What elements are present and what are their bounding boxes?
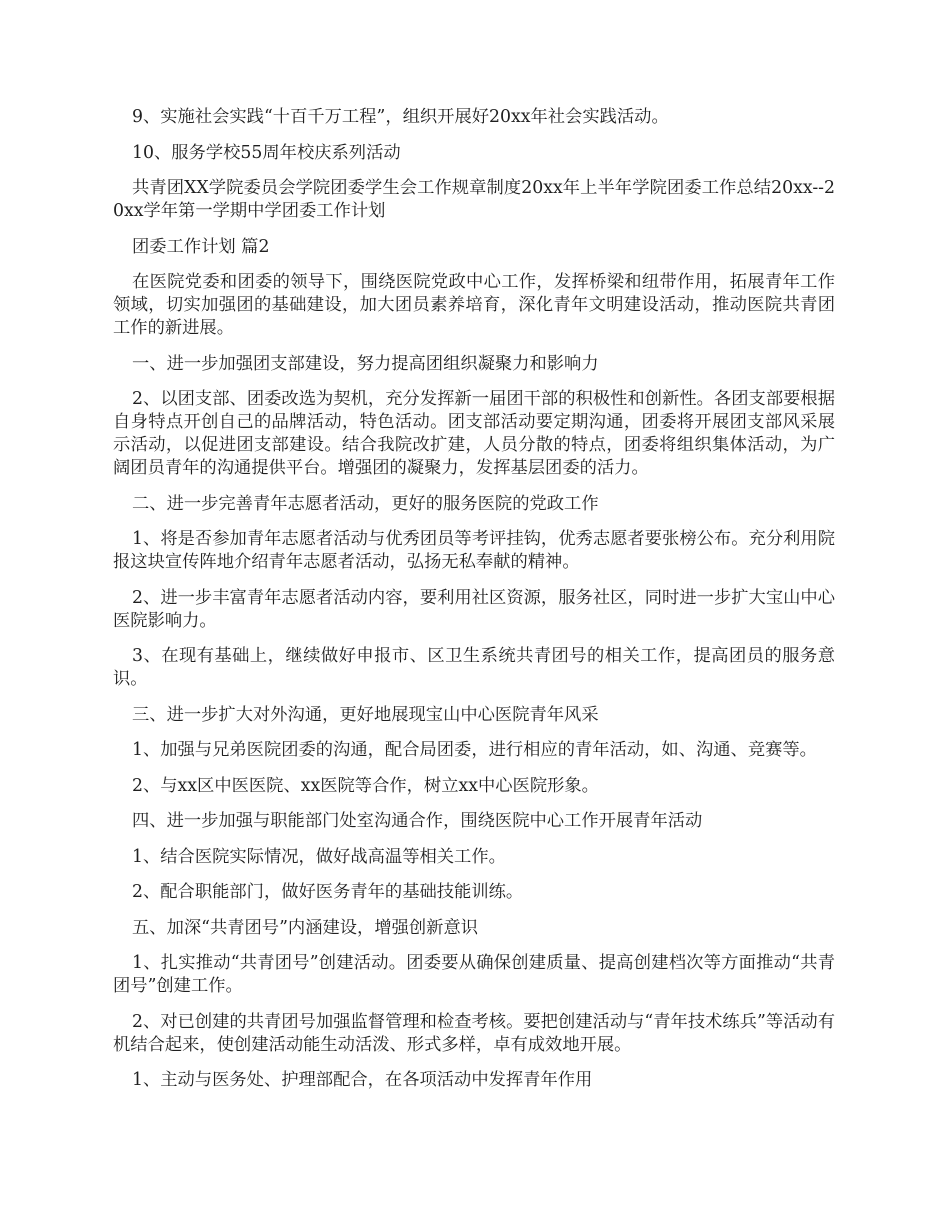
heading-part-1: 一、进一步加强团支部建设，努力提高团组织凝聚力和影响力 [132,353,599,374]
heading-part-3: 三、进一步扩大对外沟通，更好地展现宝山中心医院青年风采 [132,704,599,725]
paragraph-part-5-item-2: 2、对已创建的共青团号加强监督管理和检查考核。要把创建活动与“青年技术练兵”等活动有机结合起来，使创建活动能生动活泼、形式多样，卓有成效地开展。 [113,1011,835,1055]
paragraph-anniversary: 10、服务学校55周年校庆系列活动 [132,142,401,163]
paragraph-part-2-item-1: 1、将是否参加青年志愿者活动与优秀团员等考评挂钩，优秀志愿者要张榜公布。充分利用院报这块宣传阵地介绍青年志愿者活动，弘扬无私奉献的精神。 [113,529,835,572]
paragraph-related-links: 共青团XX学院委员会学院团委学生会工作规章制度20xx年上半年学院团委工作总结20xx--20xx学年第一学期中学团委工作计划 [113,178,835,221]
paragraph-part-5-item-1: 1、扎实推动“共青团号”创建活动。团委要从确保创建质量、提高创建档次等方面推动“共青团号”创建工作。 [113,953,835,996]
section-heading-plan-2: 团委工作计划 篇2 [132,236,270,257]
paragraph-part-3-item-2: 2、与xx区中医医院、xx医院等合作，树立xx中心医院形象。 [132,775,599,796]
heading-part-5: 五、加深“共青团号”内涵建设，增强创新意识 [132,917,479,938]
heading-part-2: 二、进一步完善青年志愿者活动，更好的服务医院的党政工作 [132,493,599,514]
paragraph-part-4-item-2: 2、配合职能部门，做好医务青年的基础技能训练。 [132,882,524,902]
paragraph-part-4-item-1: 1、结合医院实际情况，做好战高温等相关工作。 [132,846,506,867]
paragraph-part-6-item-1: 1、主动与医务处、护理部配合，在各项活动中发挥青年作用 [132,1070,593,1090]
document-body [113,106,835,1105]
paragraph-part-2-item-2: 2、进一步丰富青年志愿者活动内容，要利用社区资源，服务社区，同时进一步扩大宝山中心医院影响力。 [113,587,835,631]
paragraph-part-2-item-3: 3、在现有基础上，继续做好申报市、区卫生系统共青团号的相关工作，提高团员的服务意识。 [113,646,835,689]
paragraph-part-1-item-2: 2、以团支部、团委改选为契机，充分发挥新一届团干部的积极性和创新性。各团支部要根据自身特点开创自己的品牌活动，特色活动。团支部活动要定期沟通，团委将开展团支部风采展示活动，以促进团支部建设。结合我院改扩建，人员分散的特点，团委将组织集体活动，为广阔团员青年的沟通提供平台。增强团的凝聚力，发挥基层团委的活力。 [113,389,835,478]
paragraph-intro: 在医院党委和团委的领导下，围绕医院党政中心工作，发挥桥梁和纽带作用，拓展青年工作领域，切实加强团的基础建设，加大团员素养培育，深化青年文明建设活动，推动医院共青团工作的新进展。 [113,272,835,338]
paragraph-social-practice: 9、实施社会实践“十百千万工程”，组织开展好20xx年社会实践活动。 [132,107,669,127]
paragraph-part-3-item-1: 1、加强与兄弟医院团委的沟通，配合局团委，进行相应的青年活动，如、沟通、竞赛等。 [132,740,817,760]
heading-part-4: 四、进一步加强与职能部门处室沟通合作，围绕医院中心工作开展青年活动 [132,811,703,831]
